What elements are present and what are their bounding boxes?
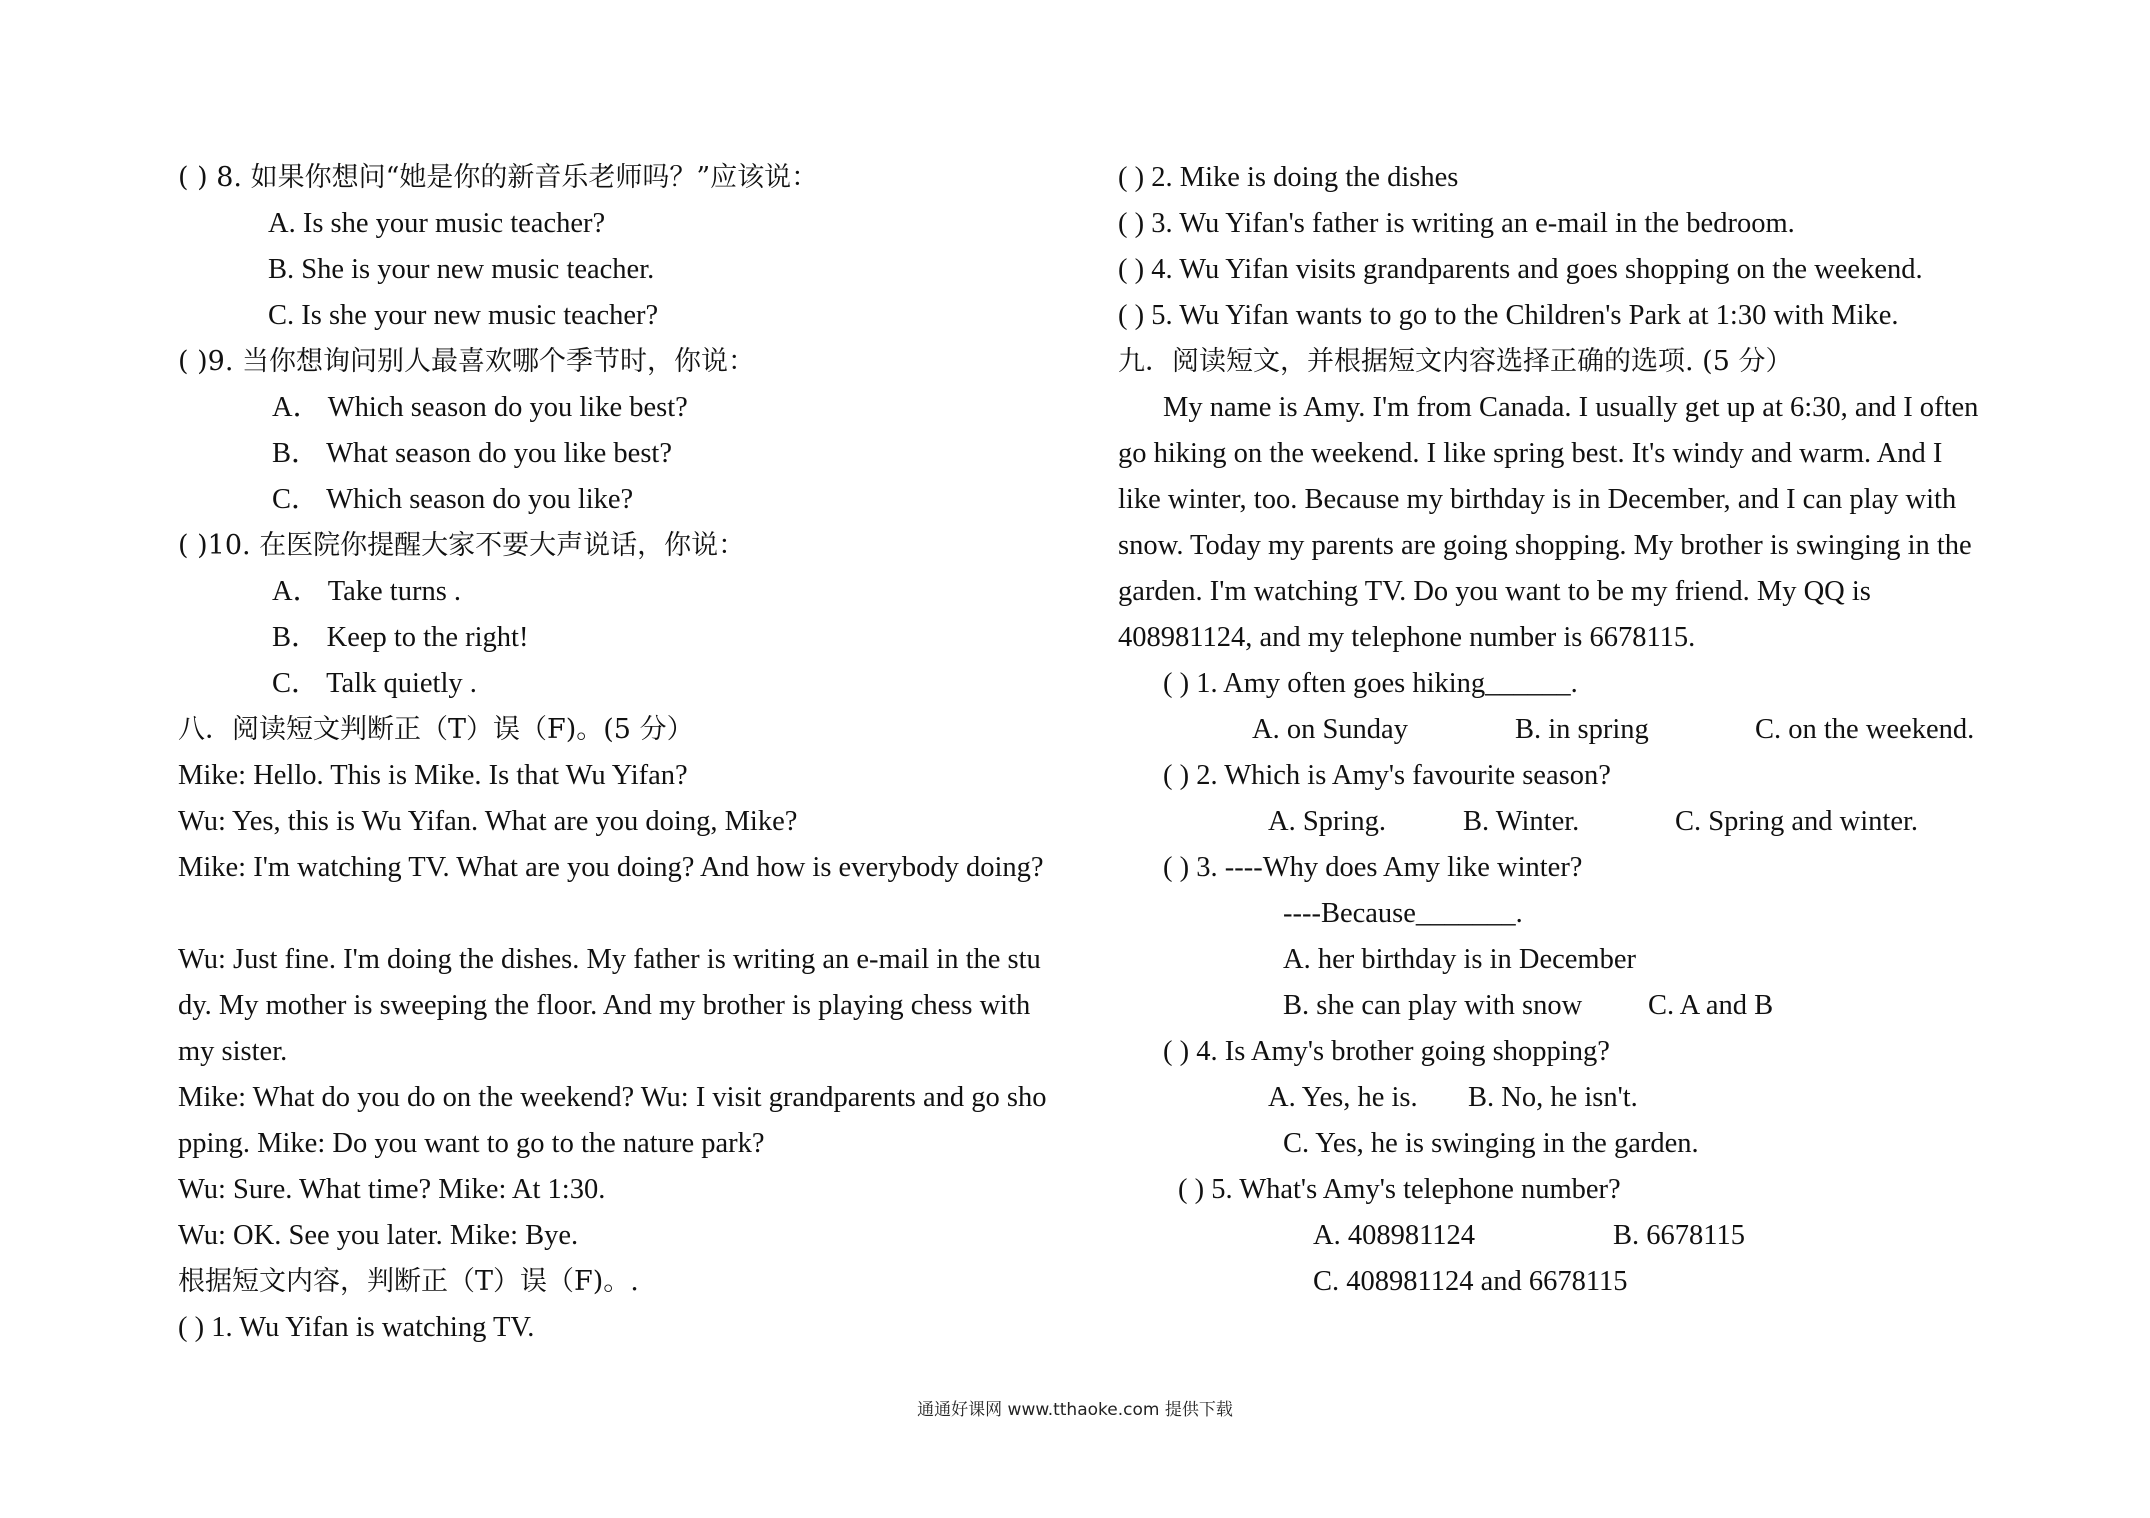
question-10-option-a: A． Take turns .: [272, 576, 462, 607]
section-9-heading: 九．阅读短文，并根据短文内容选择正确的选项. (5 分）: [1118, 346, 1793, 377]
dialogue-line: Wu: Sure. What time? Mike: At 1:30.: [178, 1174, 606, 1205]
question-8-option-c: C. Is she your new music teacher?: [268, 300, 659, 331]
dialogue-line: pping. Mike: Do you want to go to the nature park?: [178, 1128, 765, 1159]
mc-question-3-option-b: B. she can play with snow: [1283, 990, 1583, 1021]
mc-question-1-option-b: B. in spring: [1515, 714, 1649, 745]
question-10-option-c: C． Talk quietly .: [272, 668, 477, 699]
dialogue-line: Wu: OK. See you later. Mike: Bye.: [178, 1220, 579, 1251]
footer-source-line: 通通好课网 www.tthaoke.com 提供下载: [917, 1400, 1233, 1420]
question-8-option-b: B. She is your new music teacher.: [268, 254, 655, 285]
question-9-option-c: C． Which season do you like?: [272, 484, 634, 515]
mc-question-4-option-c: C. Yes, he is swinging in the garden.: [1283, 1128, 1699, 1159]
mc-question-5-option-b: B. 6678115: [1613, 1220, 1745, 1251]
question-8-stem: ( ) 8. 如果你想问“她是你的新音乐老师吗？”应该说：: [178, 162, 819, 193]
mc-question-4-option-b: B. No, he isn't.: [1468, 1082, 1638, 1113]
mc-question-3-option-a: A. her birthday is in December: [1283, 944, 1636, 975]
tf-item-3: ( ) 3. Wu Yifan's father is writing an e-mail in the bedroom.: [1118, 208, 1795, 239]
mc-question-2-option-c: C. Spring and winter.: [1675, 806, 1919, 837]
tf-item-5: ( ) 5. Wu Yifan wants to go to the Children's Park at 1:30 with Mike.: [1118, 300, 1899, 331]
question-8-option-a: A. Is she your music teacher?: [268, 208, 606, 239]
mc-question-3-option-c: C. A and B: [1648, 990, 1774, 1021]
mc-question-5-option-c: C. 408981124 and 6678115: [1313, 1266, 1628, 1297]
question-9-stem: ( )9. 当你想询问别人最喜欢哪个季节时，你说：: [178, 346, 755, 377]
mc-question-2-option-b: B. Winter.: [1463, 806, 1580, 837]
question-9-option-a: A． Which season do you like best?: [272, 392, 688, 423]
section-8-heading: 八．阅读短文判断正（T）误（F)。(5 分）: [178, 714, 694, 745]
dialogue-line: Mike: I'm watching TV. What are you doing? And how is everybody doing?: [178, 852, 1044, 883]
dialogue-line: Mike: What do you do on the weekend? Wu: I visit grandparents and go sho: [178, 1082, 1047, 1113]
mc-question-2-option-a: A. Spring.: [1268, 806, 1386, 837]
dialogue-line: my sister.: [178, 1036, 288, 1067]
section-8-instruction: 根据短文内容，判断正（T）误（F)。.: [178, 1266, 639, 1297]
dialogue-line: dy. My mother is sweeping the floor. And my brother is playing chess with: [178, 990, 1031, 1021]
mc-question-1-option-c: C. on the weekend.: [1755, 714, 1975, 745]
dialogue-line: Wu: Yes, this is Wu Yifan. What are you doing, Mike?: [178, 806, 798, 837]
question-9-option-b: B． What season do you like best?: [272, 438, 672, 469]
mc-question-5-stem: ( ) 5. What's Amy's telephone number?: [1178, 1174, 1621, 1205]
tf-item-2: ( ) 2. Mike is doing the dishes: [1118, 162, 1459, 193]
tf-item-1: ( ) 1. Wu Yifan is watching TV.: [178, 1312, 535, 1343]
mc-question-3-stem-continued: ----Because_______.: [1283, 898, 1523, 929]
mc-question-1-stem: ( ) 1. Amy often goes hiking______.: [1163, 668, 1578, 699]
mc-question-1-option-a: A. on Sunday: [1252, 714, 1408, 745]
dialogue-line: Mike: Hello. This is Mike. Is that Wu Yifan?: [178, 760, 688, 791]
passage-line: garden. I'm watching TV. Do you want to be my friend. My QQ is: [1118, 576, 1871, 607]
tf-item-4: ( ) 4. Wu Yifan visits grandparents and goes shopping on the weekend.: [1118, 254, 1923, 285]
mc-question-4-stem: ( ) 4. Is Amy's brother going shopping?: [1163, 1036, 1610, 1067]
mc-question-4-option-a: A. Yes, he is.: [1268, 1082, 1418, 1113]
passage-line: go hiking on the weekend. I like spring best. It's windy and warm. And I: [1118, 438, 1943, 469]
mc-question-3-stem: ( ) 3. ----Why does Amy like winter?: [1163, 852, 1583, 883]
dialogue-line: Wu: Just fine. I'm doing the dishes. My father is writing an e-mail in the stu: [178, 944, 1041, 975]
mc-question-2-stem: ( ) 2. Which is Amy's favourite season?: [1163, 760, 1611, 791]
question-10-option-b: B． Keep to the right!: [272, 622, 529, 653]
passage-line: like winter, too. Because my birthday is in December, and I can play with: [1118, 484, 1957, 515]
question-10-stem: ( )10. 在医院你提醒大家不要大声说话，你说：: [178, 530, 746, 561]
passage-line: My name is Amy. I'm from Canada. I usually get up at 6:30, and I often: [1163, 392, 1979, 423]
passage-line: snow. Today my parents are going shopping. My brother is swinging in the: [1118, 530, 1972, 561]
passage-line: 408981124, and my telephone number is 6678115.: [1118, 622, 1696, 653]
mc-question-5-option-a: A. 408981124: [1313, 1220, 1476, 1251]
